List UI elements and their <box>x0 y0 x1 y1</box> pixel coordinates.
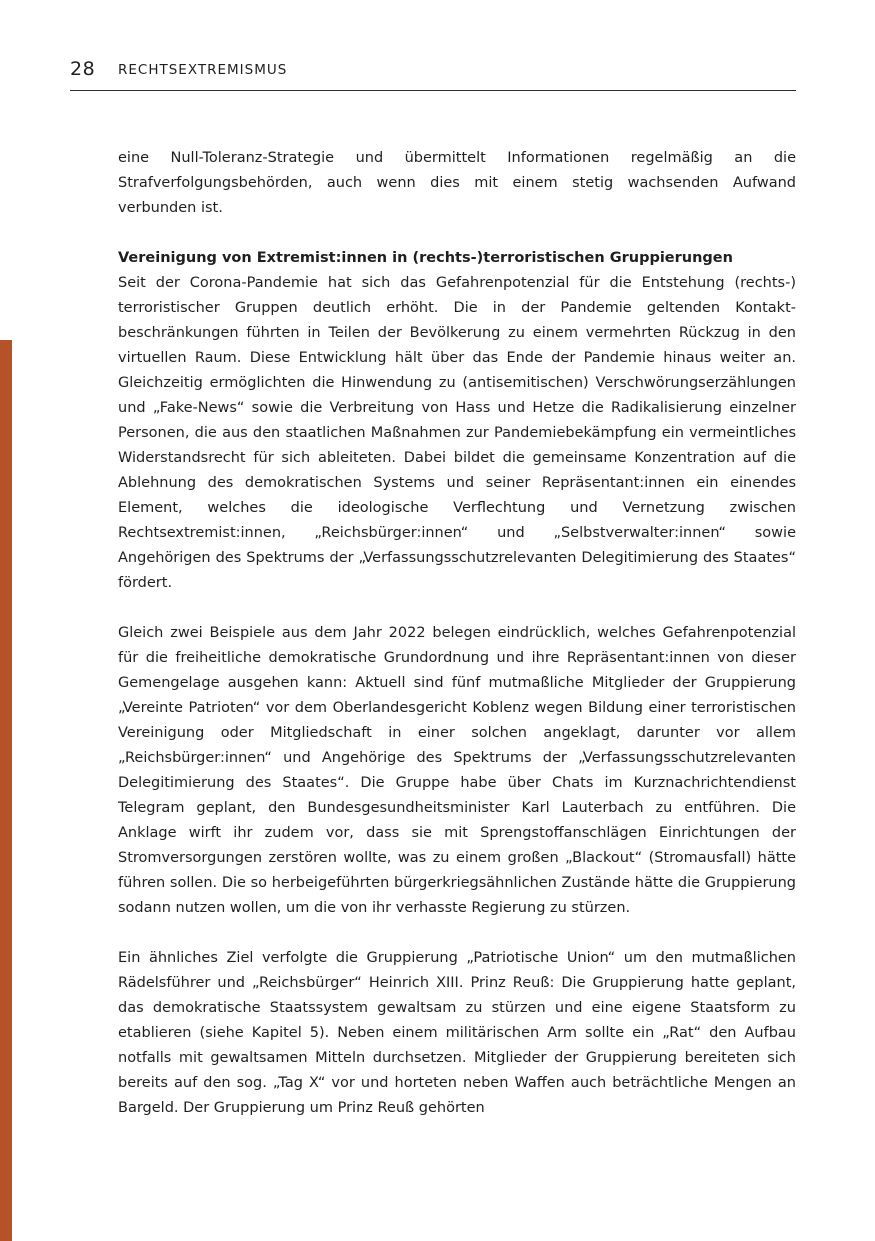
page-number: 28 <box>70 58 96 80</box>
paragraph-2: Seit der Corona-Pandemie hat sich das Gefahrenpotenzial für die Entstehung (rechts-) terroristischer Gruppen deutlich erhöht. Die in der Pandemie geltenden Kontaktbeschränkungen führten in Teilen der Bevölkerung zu einem vermehrten Rückzug in den virtuellen Raum. Diese Entwicklung hält über das Ende der Pandemie hinaus weiter an. Gleichzeitig ermöglichten die Hinwendung zu (antisemitischen) Verschwörungserzählungen und „Fake-News“ sowie die Verbreitung von Hass und Hetze die Radikalisierung einzelner Personen, die aus den staatlichen Maßnahmen zur Pandemiebekämpfung ein vermeintliches Widerstandsrecht für sich ableiteten. Dabei bildet die gemeinsame Konzentration auf die Ablehnung des demokratischen Systems und seiner Repräsentant:innen ein einendes Element, welches die ideologische Verflechtung und Vernetzung zwischen Rechtsextremist:innen, „Reichsbürger:innen“ und „Selbstverwalter:innen“ sowie Angehörigen des Spektrums der „Verfassungsschutzrelevanten Delegitimierung des Staates“ fördert. <box>118 275 796 591</box>
paragraph-gap <box>118 921 796 946</box>
page-header <box>70 58 796 91</box>
paragraph-4: Ein ähnliches Ziel verfolgte die Gruppierung „Patriotische Union“ um den mutmaßlichen Rädelsführer und „Reichsbürger“ Heinrich XIII. Prinz Reuß: Die Gruppierung hatte geplant, das demokratische Staatssystem gewaltsam zu stürzen und eine eigene Staatsform zu etablieren (siehe Kapitel 5). Neben einem militärischen Arm sollte ein „Rat“ den Aufbau notfalls mit gewaltsamen Mitteln durchsetzen. Mitglieder der Gruppierung bereiteten sich bereits auf den sog. „Tag X“ vor und horteten neben Waffen auch beträchtliche Mengen an Bargeld. Der Gruppierung um Prinz Reuß gehörten <box>118 950 796 1116</box>
chapter-color-bar <box>0 340 12 1241</box>
section-heading: Vereinigung von Extremist:innen in (rechts-)terroristischen Gruppierungen <box>118 250 733 266</box>
body-text <box>118 146 796 1121</box>
paragraph-gap <box>118 221 796 246</box>
paragraph-1: eine Null-Toleranz-Strategie und übermittelt Informationen regelmäßig an die Strafverfolgungsbehörden, auch wenn dies mit einem stetig wachsenden Aufwand verbunden ist. <box>118 150 796 216</box>
paragraph-3: Gleich zwei Beispiele aus dem Jahr 2022 belegen eindrücklich, welches Gefahrenpotenzial für die freiheitliche demokratische Grundordnung und ihre Repräsentant:innen von dieser Gemengelage ausgehen kann: Aktuell sind fünf mutmaßliche Mitglieder der Gruppierung „Vereinte Patrioten“ vor dem Oberlandesgericht Koblenz wegen Bildung einer terroristischen Vereinigung oder Mitgliedschaft in einer solchen angeklagt, darunter vor allem „Reichsbürger:innen“ und Angehörige des Spektrums der „Verfassungsschutzrelevanten Delegitimierung des Staates“. Die Gruppe habe über Chats im Kurznachrichtendienst Telegram geplant, den Bundesgesundheitsminister Karl Lauterbach zu entführen. Die Anklage wirft ihr zudem vor, dass sie mit Sprengstoffanschlägen Einrichtungen der Stromversorgungen zerstören wollte, was zu einem großen „Blackout“ (Stromausfall) hätte führen sollen. Die so herbeigeführten bürgerkriegsähnlichen Zustände hätte die Gruppierung sodann nutzen wollen, um die von ihr verhasste Regierung zu stürzen. <box>118 625 796 916</box>
running-title: RECHTSEXTREMISMUS <box>118 62 288 78</box>
paragraph-gap <box>118 596 796 621</box>
